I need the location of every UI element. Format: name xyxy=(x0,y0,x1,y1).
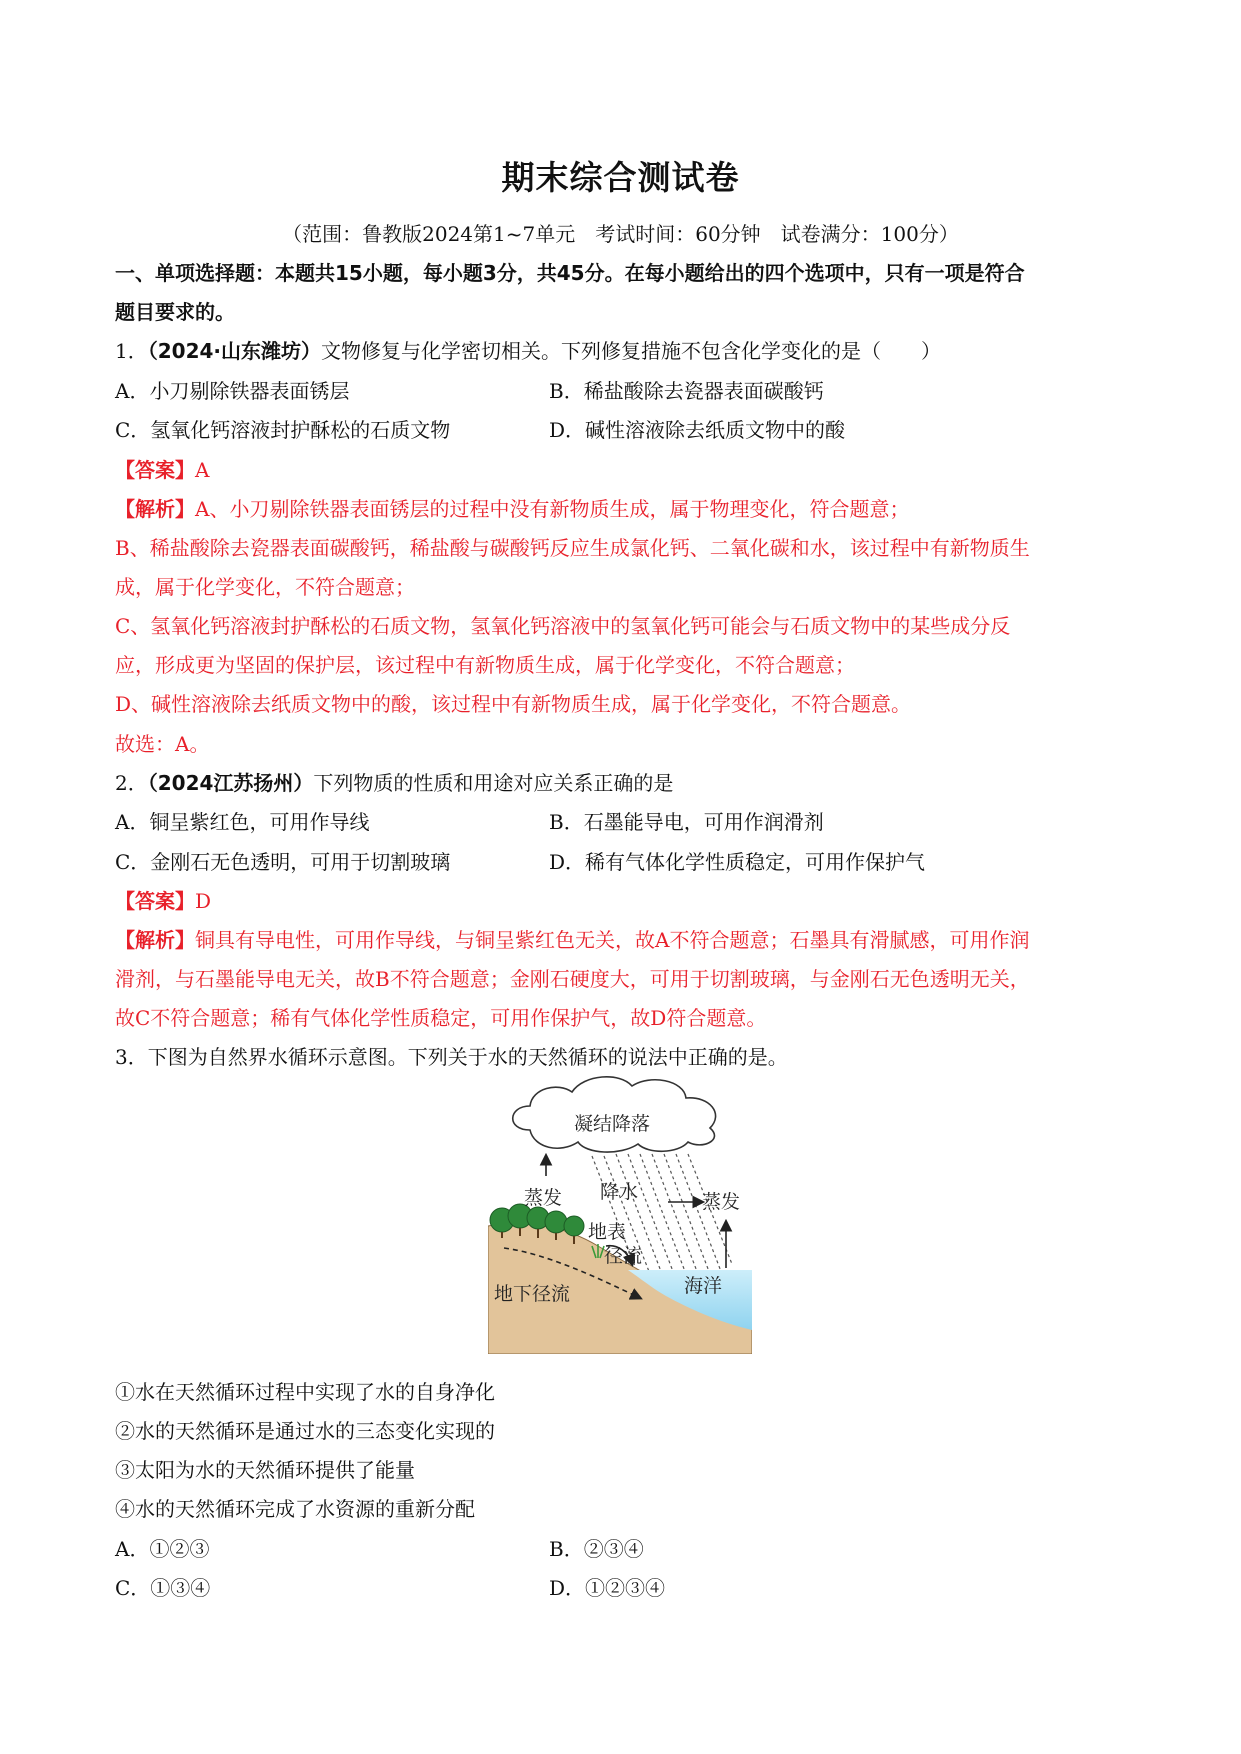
q1-stem xyxy=(115,337,941,365)
q3-option-a: A．①②③ xyxy=(115,1537,210,1561)
exam-subtitle: （范围：鲁教版2024第1~7单元 考试时间：60分钟 试卷满分：100分） xyxy=(282,222,959,246)
q2-stem-text: 下列物质的性质和用途对应关系正确的是 xyxy=(313,771,674,795)
q3-statement-3: ③太阳为水的天然循环提供了能量 xyxy=(115,1458,415,1482)
q3-statement-1: ①水在天然循环过程中实现了水的自身净化 xyxy=(115,1380,495,1404)
q1-analysis-line: 成，属于化学变化，不符合题意； xyxy=(115,575,415,599)
q1-stem-text: 文物修复与化学密切相关。下列修复措施不包含化学变化的是（ ） xyxy=(321,339,941,363)
q2-analysis-line: 滑剂，与石墨能导电无关，故B不符合题意；金刚石硬度大，可用于切割玻璃，与金刚石无色透明无关， xyxy=(115,967,1030,991)
q3-statement-4: ④水的天然循环完成了水资源的重新分配 xyxy=(115,1497,475,1521)
q1-analysis-line: C、氢氧化钙溶液封护酥松的石质文物，氢氧化钙溶液中的氢氧化钙可能会与石质文物中的某些成分反 xyxy=(115,614,1011,638)
q2-answer-value: D xyxy=(195,889,212,913)
evap-right-label: 蒸发 xyxy=(702,1191,741,1213)
section-heading-line2: 题目要求的。 xyxy=(115,300,235,324)
cloud-label: 凝结降落 xyxy=(574,1113,651,1135)
q3-option-b: B．②③④ xyxy=(549,1537,644,1561)
q2-analysis-tag: 【解析】 xyxy=(115,928,195,952)
evap-left-label: 蒸发 xyxy=(524,1187,563,1209)
surface-label-2: 径流 xyxy=(604,1245,643,1267)
q1-option-d: D．碱性溶液除去纸质文物中的酸 xyxy=(549,418,846,442)
q1-analysis-line: 故选：A。 xyxy=(115,732,210,756)
water-cycle-svg xyxy=(488,1068,752,1354)
q1-analysis-line: B、稀盐酸除去瓷器表面碳酸钙，稀盐酸与碳酸钙反应生成氯化钙、二氧化碳和水，该过程中有新物质生 xyxy=(115,536,1030,560)
q2-option-d: D．稀有气体化学性质稳定，可用作保护气 xyxy=(549,850,926,874)
section-heading-line1: 一、单项选择题：本题共15小题，每小题3分，共45分。在每小题给出的四个选项中，只有一项是符合 xyxy=(115,261,1025,285)
q2-analysis-line xyxy=(115,926,1029,954)
q1-answer-tag: 【答案】 xyxy=(115,458,195,482)
q2-analysis-line: 故C不符合题意；稀有气体化学性质稳定，可用作保护气，故D符合题意。 xyxy=(115,1006,767,1030)
q3-option-c: C．①③④ xyxy=(115,1576,211,1600)
q1-option-a: A．小刀剔除铁器表面锈层 xyxy=(115,379,350,403)
q2-answer-tag: 【答案】 xyxy=(115,889,195,913)
rain-label: 降水 xyxy=(600,1181,639,1203)
water-cycle-diagram xyxy=(488,1068,752,1354)
q1-analysis-line xyxy=(115,495,909,523)
page-title: 期末综合测试卷 xyxy=(501,158,740,197)
q1-source: （2024·山东潍坊） xyxy=(147,339,321,363)
q1-analysis-line: 应，形成更为坚固的保护层，该过程中有新物质生成，属于化学变化，不符合题意； xyxy=(115,653,855,677)
q2-option-b: B．石墨能导电，可用作润滑剂 xyxy=(549,810,824,834)
q2-source: （2024江苏扬州） xyxy=(147,771,314,795)
q2-answer xyxy=(115,887,211,915)
q3-option-d: D．①②③④ xyxy=(549,1576,666,1600)
q2-option-a: A．铜呈紫红色，可用作导线 xyxy=(115,810,370,834)
q1-analysis-tag: 【解析】 xyxy=(115,497,195,521)
ocean-label: 海洋 xyxy=(684,1275,723,1297)
q1-number: 1． xyxy=(115,339,148,363)
q2-stem xyxy=(115,769,673,797)
q1-analysis-line: D、碱性溶液除去纸质文物中的酸，该过程中有新物质生成，属于化学变化，不符合题意。 xyxy=(115,692,912,716)
q2-analysis-text: 铜具有导电性，可用作导线，与铜呈紫红色无关，故A不符合题意；石墨具有滑腻感，可用作润 xyxy=(195,928,1030,952)
q1-option-c: C．氢氧化钙溶液封护酥松的石质文物 xyxy=(115,418,451,442)
q2-option-c: C．金刚石无色透明，可用于切割玻璃 xyxy=(115,850,451,874)
q3-statement-2: ②水的天然循环是通过水的三态变化实现的 xyxy=(115,1419,495,1443)
q1-answer-value: A xyxy=(195,458,210,482)
q1-option-b: B．稀盐酸除去瓷器表面碳酸钙 xyxy=(549,379,824,403)
surface-label-1: 地表 xyxy=(588,1221,627,1243)
q3-stem: 3．下图为自然界水循环示意图。下列关于水的天然循环的说法中正确的是。 xyxy=(115,1045,788,1069)
q1-analysis-text: A、小刀剔除铁器表面锈层的过程中没有新物质生成，属于物理变化，符合题意； xyxy=(195,497,910,521)
q1-answer xyxy=(115,456,209,484)
q2-number: 2． xyxy=(115,771,148,795)
underground-label: 地下径流 xyxy=(494,1283,571,1305)
